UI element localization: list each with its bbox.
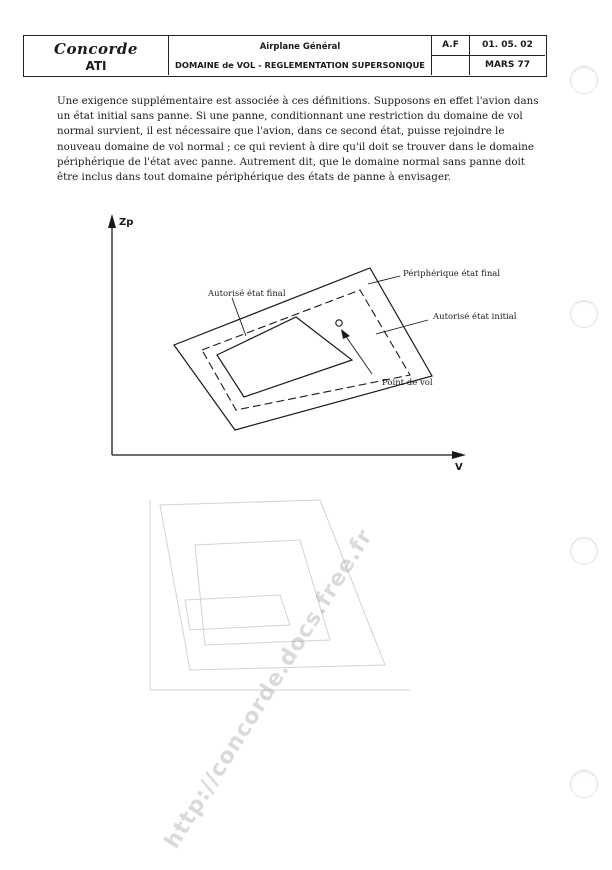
issue-date: MARS 77 <box>485 60 530 70</box>
label-authorized-initial: Autorisé état initial <box>433 312 517 322</box>
section-code: A.F <box>432 36 469 56</box>
authorized-initial-domain <box>202 290 410 410</box>
label-peripheral-final: Périphérique état final <box>403 269 501 279</box>
x-axis-label: V <box>455 462 463 473</box>
x-axis-arrow <box>452 451 466 459</box>
leader-authorized-initial <box>376 320 428 334</box>
brand-logo-text: Concorde <box>54 40 138 58</box>
site-watermark: http://concorde.docs.free.fr <box>160 524 379 854</box>
y-axis-arrow <box>108 214 116 228</box>
document-series: Airplane Général <box>259 42 341 52</box>
body-paragraph: Une exigence supplémentaire est associée à ces définitions. Supposons en effet l'avion dans un état initial sans panne. Si une panne, conditionnant une restriction du domaine de vol normal survient, il est nécessaire que l'avion, dans ce second état, puisse rejoindre le nouveau domaine de vol normal ; ce qui revient à dire qu'il doit se trouver dans le domaine périphérique de l'état avec panne. Autrement dit, que le domaine normal sans panne doit être inclus dans tout domaine périphérique des états de panne à envisager. <box>57 95 539 184</box>
leader-peripheral-final <box>368 276 400 284</box>
brand-subtitle: ATI <box>85 59 107 73</box>
authorized-final-domain <box>217 317 352 397</box>
label-flight-point: Point de vol <box>382 378 433 388</box>
page-reference: 01. 05. 02 <box>470 36 545 56</box>
y-axis-label: Zp <box>119 217 134 228</box>
flight-point-arrowhead <box>341 329 350 339</box>
document-title: DOMAINE de VOL - REGLEMENTATION SUPERSONIQUE <box>175 60 425 70</box>
flight-point-marker <box>336 320 342 326</box>
leader-flight-point <box>345 335 372 374</box>
label-authorized-final: Autorisé état final <box>208 289 286 299</box>
